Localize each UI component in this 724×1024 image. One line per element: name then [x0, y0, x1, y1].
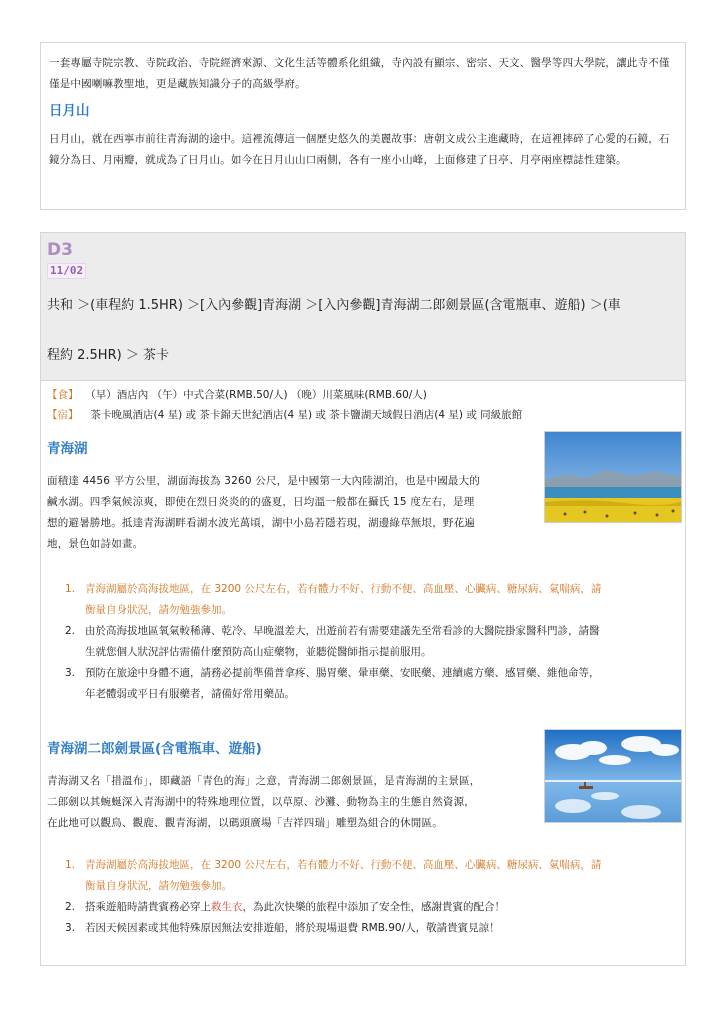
lake-notes-list — [41, 579, 687, 705]
day-date: 11/02 — [47, 263, 86, 279]
sun-moon-mountain-description: 日月山，就在西寧市前往青海湖的途中。這裡流傳這一個歷史悠久的美麗故事：唐朝文成公主進藏時，在這裡摔碎了心愛的石鏡，石鏡分為日、月兩瓣，就成為了日月山。如今在日月山山口兩側，各有一座小山峰，上面修建了日亭、月亭兩座標誌性建築。 — [49, 133, 670, 166]
lake-note-3: 3. 預防在旅途中身體不適，請務必提前準備普拿疼、腸胃藥、暈車藥、安眠藥、連續處方藥、感冒藥、維他命等， 年老體弱或平日有服藥者，請備好常用藥品。 — [65, 667, 600, 700]
sword-note-3: 3. 若因天候因素或其他特殊原因無法安排遊船，將於現場退費 RMB.90/人，敬請貴賓見諒！ — [65, 922, 500, 934]
lake-line: 鹹水湖。四季氣候涼爽，即使在烈日炎炎的的盛夏，日均溫一般都在攝氏 15 度左右，是理 — [47, 496, 475, 508]
lake-note-1: 1. 青海湖屬於高海拔地區，在 3200 公尺左右，若有體力不好、行動不便、高血壓、心臟病、糖尿病、氣喘病，請 衡量自身狀況，請勿勉強參加。 — [65, 583, 602, 616]
hotel-tag: 【宿】 — [47, 409, 79, 421]
section-title-qinghai-lake: 青海湖 — [47, 441, 88, 457]
day-3-itinerary — [40, 232, 686, 966]
lake-note-2: 2. 由於高海拔地區氧氣較稀薄、乾冷、早晚溫差大，出遊前若有需要建議先至常看診的大醫院掛家醫科門診，請醫 生就您個人狀況評估需備什麼預防高山症藥物，並聽從醫師指示提前服用。 — [65, 625, 600, 658]
route — [47, 281, 679, 381]
hotel-row — [41, 405, 685, 425]
lake-line: 想的避暑勝地。抵達青海湖畔看湖水波光萬頃，湖中小島若隱若現，湖邊綠草無垠，野花遍 — [47, 517, 475, 529]
sword-line: 青海湖又名「措溫布」，即藏語「青色的海」之意，青海湖二郎劍景區，是青海湖的主景區， — [47, 775, 481, 787]
hotel-text: 茶卡晚風酒店(4 星) 或 茶卡錦天世紀酒店(4 星) 或 茶卡鹽湖天域假日酒店(4 星) 或 同級旅館 — [90, 409, 523, 421]
meals-text: （早）酒店內 （午）中式合菜(RMB.50/人) （晚）川菜風味(RMB.60/人) — [90, 389, 427, 401]
route-line-1: 共和 ＞(車程約 1.5HR) ＞[入內參觀]青海湖 ＞[入內參觀]青海湖二郎劍景區(含電瓶車、遊船) ＞(車 — [47, 298, 621, 313]
sword-note-2: 2. 搭乘遊船時請貴賓務必穿上救生衣，為此次快樂的旅程中添加了安全性，感謝貴賓的配合！ — [65, 901, 505, 913]
day-label: D3 — [47, 240, 73, 260]
sword-line: 在此地可以觀鳥、觀鹿、觀青海湖，以碼頭廣場「吉祥四瑞」雕塑為組合的休閒區。 — [47, 817, 443, 829]
erlang-sword-photo — [544, 729, 682, 823]
life-jacket-highlight: 救生衣 — [211, 901, 243, 913]
temple-description: 一套專屬寺院宗教、寺院政治、寺院經濟來源、文化生活等體系化組織，寺內設有顯宗、密宗、天文、醫學等四大學院，讓此寺不僅僅是中國喇嘛教聖地，更是藏族知識分子的高級學府。 — [49, 57, 670, 90]
section-title-sun-moon-mountain: 日月山 — [49, 103, 90, 119]
lake-line: 面積達 4456 平方公里，湖面海拔為 3260 公尺，是中國第一大內陸湖泊，也是中國最大的 — [47, 475, 480, 487]
meals-row — [41, 385, 685, 405]
day-header — [41, 233, 685, 381]
route-line-2: 程約 2.5HR) ＞ 茶卡 — [47, 348, 169, 363]
qinghai-lake-photo — [544, 431, 682, 523]
sword-line: 二郎劍以其蜿蜒深入青海湖中的特殊地理位置，以草原、沙灘、動物為主的生態自然資源， — [47, 796, 475, 808]
lake-line: 地，景色如詩如畫。 — [47, 538, 144, 550]
sword-notes-list — [41, 855, 687, 939]
sword-note-1: 1. 青海湖屬於高海拔地區，在 3200 公尺左右，若有體力不好、行動不便、高血壓、心臟病、糖尿病、氣喘病，請 衡量自身狀況，請勿勉強參加。 — [65, 859, 602, 892]
qinghai-lake-description — [47, 471, 537, 555]
section-title-erlang-sword: 青海湖二郎劍景區(含電瓶車、遊船) — [47, 741, 262, 757]
previous-day-continuation — [40, 42, 686, 210]
meals-tag: 【食】 — [47, 389, 79, 401]
erlang-sword-description — [47, 771, 537, 834]
